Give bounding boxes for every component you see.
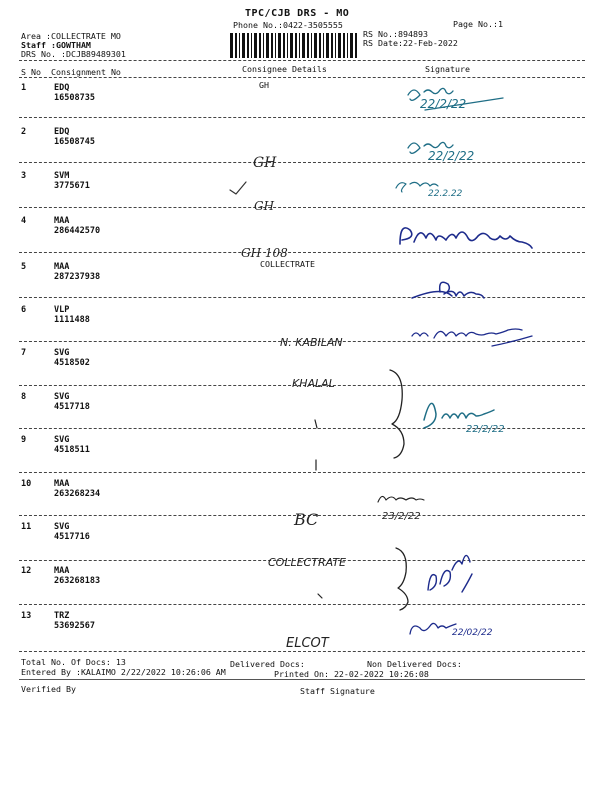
signature-text: 22/02/22 [452, 628, 493, 638]
col-header-sno: S No [21, 67, 41, 77]
signature-scribble [408, 88, 453, 100]
row-sno: 12 [21, 566, 32, 576]
phone-number: Phone No.:0422-3505555 [233, 20, 343, 30]
signature-scribble [412, 329, 532, 346]
staff-signature: Staff Signature [300, 686, 375, 696]
signature-text: 22.2.22 [428, 189, 463, 199]
area-label: Area :COLLECTRATE MO [21, 31, 121, 41]
ditto-mark [318, 594, 322, 598]
row-consignment: EDQ 16508745 [54, 127, 95, 147]
row-sno: 4 [21, 216, 27, 226]
row-consignee: GH [259, 80, 269, 90]
row-divider [19, 651, 585, 652]
row-divider [19, 162, 585, 163]
footer-divider [19, 679, 585, 680]
column-header-divider [19, 77, 585, 78]
row-sno: 6 [21, 305, 27, 315]
total-docs: Total No. Of Docs: 13 [21, 657, 126, 667]
handwritten-consignee: BC [294, 510, 319, 529]
signature-scribble [410, 623, 456, 634]
row-sno: 8 [21, 392, 27, 402]
row-consignment: EDQ 16508735 [54, 83, 95, 103]
page-number: Page No.:1 [453, 19, 503, 29]
row-divider [19, 385, 585, 386]
row-divider [19, 207, 585, 208]
row-consignment: SVG 4518502 [54, 348, 90, 368]
row-consignment: SVG 4518511 [54, 435, 90, 455]
row-consignment: VLP 1111488 [54, 305, 90, 325]
row-consignee: COLLECTRATE [260, 259, 315, 269]
barcode-image [229, 33, 360, 58]
col-header-signature: Signature [425, 64, 470, 74]
row-divider [19, 515, 585, 516]
staff-label: Staff :GOWTHAM [21, 40, 91, 50]
row-divider [19, 341, 585, 342]
signature-scribble [378, 496, 424, 502]
row-consignment: MAA 263268234 [54, 479, 101, 499]
handwritten-consignee: N. KABILAN [280, 336, 343, 349]
row-sno: 5 [21, 262, 27, 272]
row-consignment: SVM 3775671 [54, 171, 90, 191]
signature-text: 22/2/22 [466, 424, 505, 435]
signature-scribble [424, 403, 494, 428]
row-consignment: SVG 4517718 [54, 392, 90, 412]
tick-mark [230, 182, 246, 194]
handwritten-consignee: KHALAL [292, 377, 335, 390]
signature-scribble [400, 228, 532, 248]
signature-scribble [396, 182, 438, 192]
row-divider [19, 117, 585, 118]
entered-by: Entered By :KALAIMO 2/22/2022 10:26:06 AM [21, 667, 226, 677]
row-sno: 7 [21, 348, 27, 358]
drs-number: DRS No. :DCJB89489301 [21, 49, 126, 59]
row-divider [19, 604, 585, 605]
rs-number: RS No.:894893 [363, 29, 428, 39]
header-divider [19, 60, 585, 61]
delivered-docs: Delivered Docs: [230, 659, 305, 669]
signature-scribble [412, 282, 484, 298]
row-divider [19, 472, 585, 473]
row-consignment: MAA 286442570 [54, 216, 101, 236]
row-divider [19, 297, 585, 298]
printed-on: Printed On: 22-02-2022 10:26:08 [274, 669, 429, 679]
row-consignment: SVG 4517716 [54, 522, 90, 542]
row-consignment: MAA 287237938 [54, 262, 101, 282]
bracket-mark [396, 548, 408, 610]
col-header-consignment: Consignment No [51, 67, 121, 77]
document-title: TPC/CJB DRS - MO [245, 8, 350, 19]
row-sno: 2 [21, 127, 27, 137]
row-consignment: MAA 263268183 [54, 566, 101, 586]
rs-date: RS Date:22-Feb-2022 [363, 38, 458, 48]
row-consignment: TRZ 53692567 [54, 611, 95, 631]
signature-scribble [408, 142, 453, 153]
handwritten-consignee: GH [253, 155, 277, 171]
row-sno: 3 [21, 171, 27, 181]
non-delivered-docs: Non Delivered Docs: [367, 659, 462, 669]
signature-text: 22/2/22 [428, 149, 475, 163]
row-sno: 13 [21, 611, 32, 621]
handwritten-consignee: ELCOT [286, 636, 329, 651]
row-sno: 9 [21, 435, 27, 445]
row-divider [19, 252, 585, 253]
row-sno: 10 [21, 479, 32, 489]
handwritten-consignee: GH [254, 199, 275, 213]
signature-underline [425, 98, 503, 110]
handwritten-consignee: COLLECTRATE [268, 556, 346, 569]
bracket-mark [390, 370, 404, 458]
row-sno: 1 [21, 83, 27, 93]
signature-text: 22/2/22 [420, 97, 467, 111]
signature-text: 23/2/22 [382, 511, 421, 522]
handwritten-consignee: GH 108 [241, 246, 288, 260]
row-divider [19, 428, 585, 429]
verified-by: Verified By [21, 684, 76, 694]
row-divider [19, 560, 585, 561]
row-sno: 11 [21, 522, 32, 532]
col-header-consignee: Consignee Details [242, 64, 327, 74]
